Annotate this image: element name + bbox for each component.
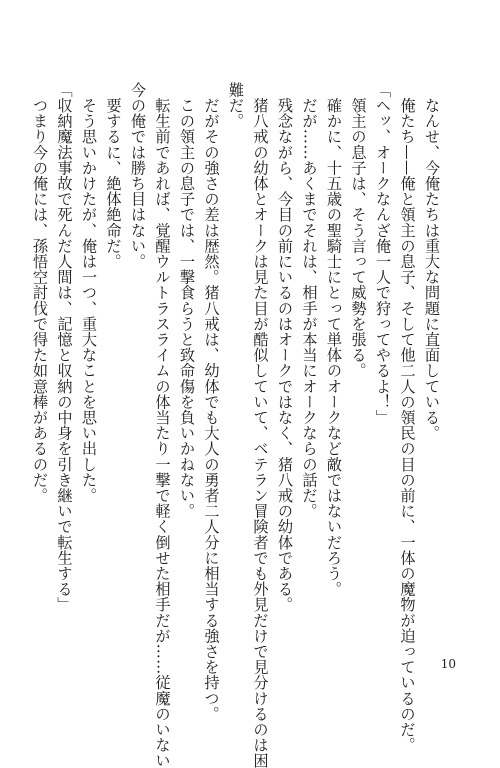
text-line: なんせ、今俺たちは重大な問題に直面している。 [423, 82, 441, 441]
text-line: そう思いかけたが、俺は一つ、重大なことを思い出した。 [80, 82, 98, 504]
vertical-text-body [31, 82, 444, 768]
text-line: 猪八戒の幼体とオークは見た目が酷似していて、ベテラン冒険者でも外見だけで見分けるのは困 [251, 82, 270, 768]
text-line: つまり今の俺には、孫悟空討伐で得た如意棒があるのだ。 [31, 82, 49, 504]
text-line: 確かに、十五歳の聖騎士にとって単体のオークなど敵ではないだろう。 [325, 82, 343, 597]
page-number: 10 [440, 657, 456, 671]
text-line: 要するに、絶体絶命だ。 [104, 82, 123, 270]
text-line: 転生前であれば、覚醒ウルトラスライムの体当たり一撃で軽く倒せた相手だが……従魔のいない [153, 82, 172, 768]
text-line-continuation: 難だ。 [227, 82, 245, 129]
text-line-continuation: 今の俺では勝ち目はない。 [129, 82, 147, 270]
text-line: だが……あくまでそれは、相手が本当にオークならの話だ。 [300, 82, 319, 519]
dialogue-line: 「収納魔法事故で死んだ人間は、記憶と収納の中身を引き継いで転生する」 [55, 82, 74, 613]
text-line: 残念ながら、今目の前にいるのはオークではなく、猪八戒の幼体である。 [276, 82, 294, 613]
dialogue-line: 「ヘッ、オークなんざ俺一人で狩ってやるよ！」 [374, 82, 392, 426]
text-line: 俺たち——俺と領主の息子、そして他二人の領民の目の前に、一体の魔物が迫っているのだ。 [398, 82, 417, 753]
text-line: この領主の息子では、一撃食らうと致命傷を負いかねない。 [178, 82, 196, 519]
text-line: だがその強さの差は歴然。猪八戒は、幼体でも大人の勇者二人分に相当する強さを持つ。 [202, 82, 221, 722]
text-line: 領主の息子は、そう言って威勢を張る。 [349, 82, 368, 379]
